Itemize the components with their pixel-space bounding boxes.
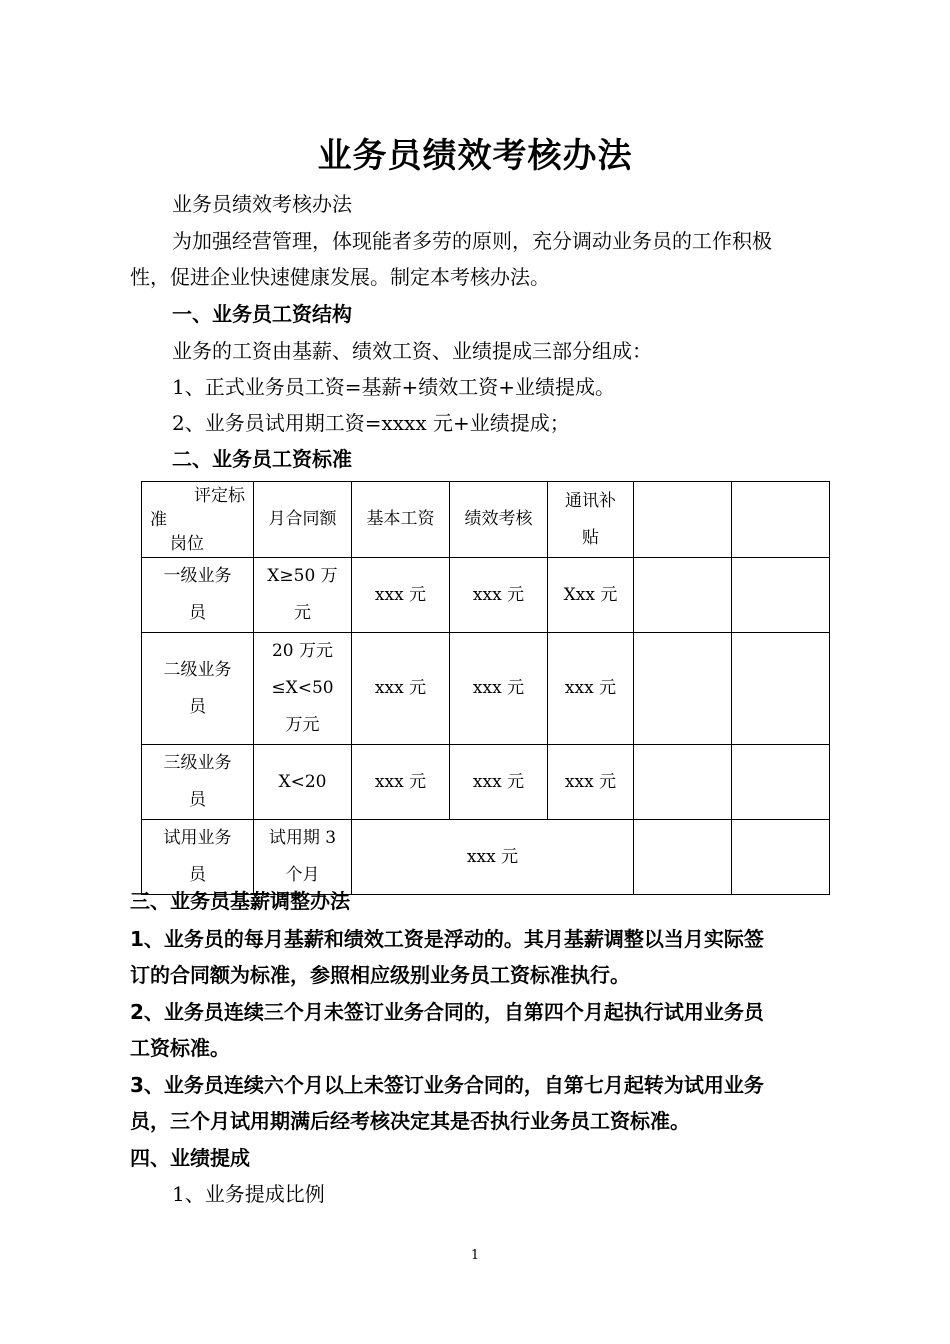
row-contract: X<20 [254, 745, 352, 820]
section1-line-1: 业务的工资由基薪、绩效工资、业绩提成三部分组成： [172, 339, 652, 363]
section3-item2-line-1: 2、业务员连续三个月未签订业务合同的，自第四个月起执行试用业务员 [130, 1000, 764, 1024]
header-criteria-label-cont: 准 [150, 510, 167, 530]
section3-item3-line-2: 员，三个月试用期满后经考核决定其是否执行业务员工资标准。 [130, 1109, 690, 1133]
row-contract: X≥50 万 元 [254, 558, 352, 633]
section4-line-1: 1、业务提成比例 [172, 1182, 325, 1206]
row-empty-2 [732, 558, 830, 633]
row-position: 二级业务 员 [142, 633, 254, 745]
row-empty-2 [732, 633, 830, 745]
table-header-row [142, 482, 830, 558]
salary-standard-table [141, 481, 830, 895]
header-diagonal-cell [142, 482, 254, 558]
row-merged-salary: xxx 元 [352, 820, 634, 895]
section2-heading: 二、业务员工资标准 [172, 447, 352, 471]
table-row [142, 558, 830, 633]
table-row [142, 745, 830, 820]
header-performance: 绩效考核 [450, 482, 548, 558]
row-position: 三级业务 员 [142, 745, 254, 820]
section1-line-3: 2、业务员试用期工资=xxxx 元+业绩提成； [172, 411, 570, 435]
section1-heading: 一、业务员工资结构 [172, 302, 352, 326]
row-communication: xxx 元 [548, 745, 634, 820]
row-performance: xxx 元 [450, 558, 548, 633]
row-communication: xxx 元 [548, 633, 634, 745]
header-communication: 通讯补 贴 [548, 482, 634, 558]
row-contract: 20 万元 ≤X<50 万元 [254, 633, 352, 745]
row-communication: Xxx 元 [548, 558, 634, 633]
table-row [142, 633, 830, 745]
section3-item1-line-1: 1、业务员的每月基薪和绩效工资是浮动的。其月基薪调整以当月实际签 [130, 927, 764, 951]
row-base-salary: xxx 元 [352, 558, 450, 633]
row-empty-2 [732, 820, 830, 895]
header-empty-1 [634, 482, 732, 558]
row-base-salary: xxx 元 [352, 745, 450, 820]
section3-item1-line-2: 订的合同额为标准，参照相应级别业务员工资标准执行。 [130, 963, 630, 987]
header-base-salary: 基本工资 [352, 482, 450, 558]
header-contract: 月合同额 [254, 482, 352, 558]
section4-heading: 四、业绩提成 [130, 1146, 250, 1170]
header-position-label: 岗位 [170, 534, 204, 554]
intro-subtitle: 业务员绩效考核办法 [172, 192, 352, 216]
row-empty-1 [634, 745, 732, 820]
row-performance: xxx 元 [450, 745, 548, 820]
section3-item3-line-1: 3、业务员连续六个月以上未签订业务合同的，自第七月起转为试用业务 [130, 1073, 764, 1097]
row-empty-1 [634, 820, 732, 895]
section3-item2-line-2: 工资标准。 [130, 1036, 230, 1060]
intro-paragraph-line-1: 为加强经营管理，体现能者多劳的原则，充分调动业务员的工作积极 [172, 229, 772, 253]
row-performance: xxx 元 [450, 633, 548, 745]
row-contract: 试用期 3 个月 [254, 820, 352, 895]
intro-paragraph-line-2: 性，促进企业快速健康发展。制定本考核办法。 [130, 265, 550, 289]
section1-line-2: 1、正式业务员工资=基薪+绩效工资+业绩提成。 [172, 375, 615, 399]
section3-heading: 三、业务员基薪调整办法 [130, 889, 350, 913]
document-title: 业务员绩效考核办法 [317, 136, 633, 176]
row-base-salary: xxx 元 [352, 633, 450, 745]
row-empty-2 [732, 745, 830, 820]
row-position: 试用业务 员 [142, 820, 254, 895]
row-position: 一级业务 员 [142, 558, 254, 633]
header-empty-2 [732, 482, 830, 558]
row-empty-1 [634, 558, 732, 633]
header-criteria-label: 评定标 [194, 486, 245, 506]
row-empty-1 [634, 633, 732, 745]
page-number: 1 [470, 1248, 480, 1263]
